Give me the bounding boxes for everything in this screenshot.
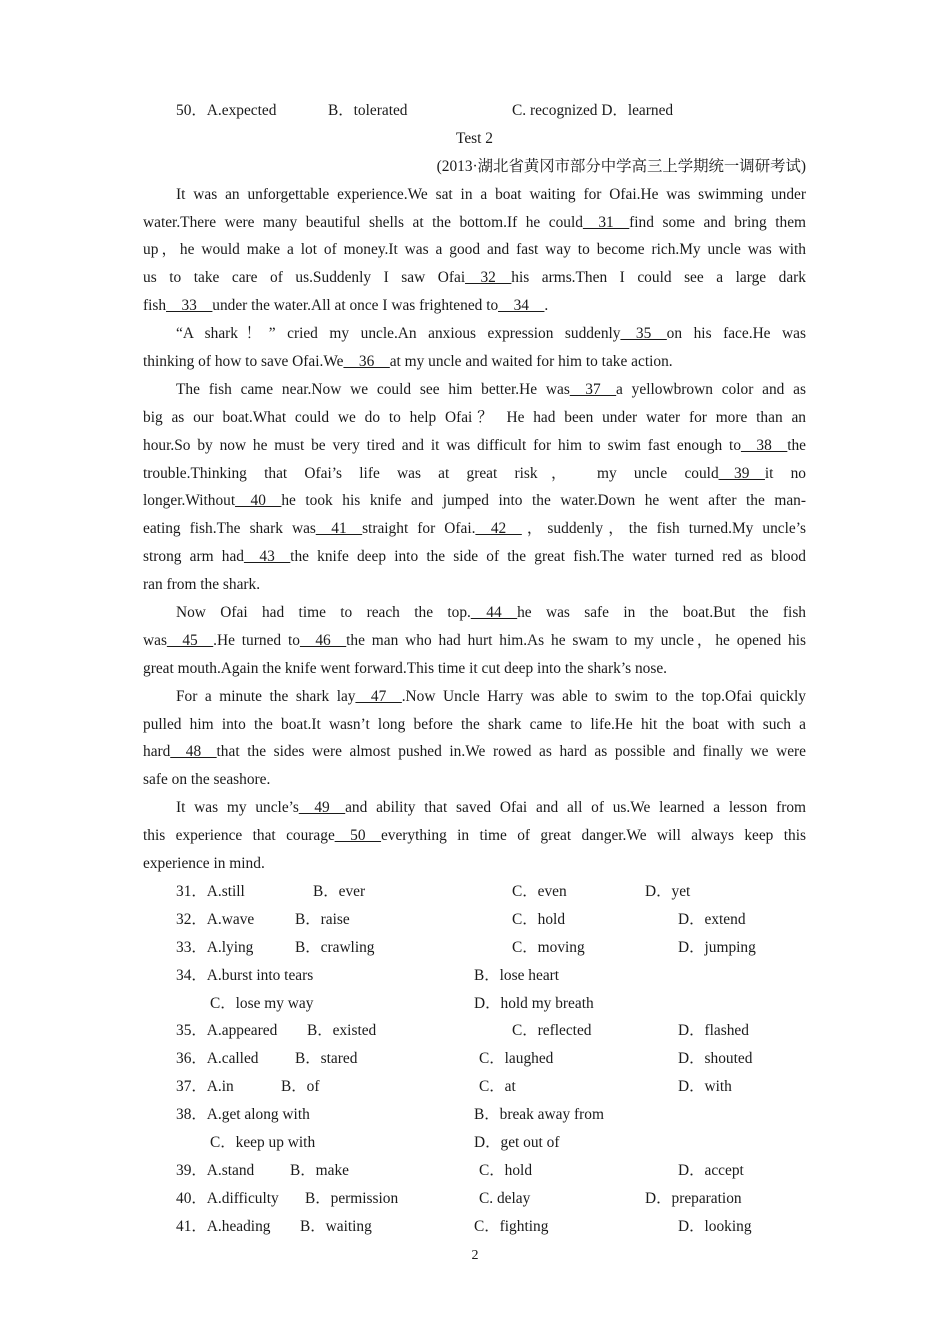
option-a: 31．A.still (176, 882, 245, 900)
blank-40: __40__ (235, 492, 282, 510)
option-a: 39．A.stand (176, 1161, 255, 1179)
text-line: eating fish.The shark was__41__straight for Ofai.__42__，suddenly，the fish turned.My uncle’s (143, 520, 806, 538)
blank-45: __45__ (166, 631, 214, 649)
option-c: C．laughed (479, 1050, 554, 1068)
question-38 (143, 1101, 806, 1129)
question-35 (143, 1017, 806, 1045)
option-c: C．hold (479, 1161, 533, 1179)
paragraph-6 (143, 794, 806, 878)
blank-39: __39__ (718, 464, 765, 482)
option-d: D．jumping (678, 938, 756, 956)
question-36 (143, 1045, 806, 1073)
option-b: B．ever (313, 882, 366, 900)
option-b: B．raise (295, 910, 350, 928)
text-line: trouble.Thinking that Ofai’s life was at great risk， my uncle could__39__it no (143, 464, 807, 482)
text-line: was__45__.He turned to__46__the man who had hurt him.As he swam to my uncle，he opened his (143, 631, 807, 649)
blank-31: __31__ (582, 213, 630, 231)
option-d: D．yet (645, 882, 691, 900)
option-d: D．looking (678, 1217, 752, 1235)
option-c: C．hold (512, 910, 566, 928)
option-a: 36．A.called (176, 1050, 259, 1068)
text-line: The fish came near.Now we could see him better.He was__37__a yellowbrown color and as (176, 380, 806, 398)
option-a: 35．A.appeared (176, 1022, 278, 1040)
option-c: C. delay (479, 1189, 531, 1207)
blank-37: __37__ (569, 380, 617, 398)
question-list (143, 878, 806, 1241)
option-d: D．shouted (678, 1050, 753, 1068)
blank-46: __46__ (299, 631, 347, 649)
question-33 (143, 934, 806, 962)
option-b: B．of (281, 1078, 320, 1096)
text-line: up，he would make a lot of money.It was a good and fast way to become rich.My uncle was with (143, 241, 806, 259)
option-cd: C. recognized D．learned (512, 102, 674, 119)
option-a: 50．A.expected (176, 102, 277, 119)
option-c: C．keep up with (210, 1133, 316, 1151)
option-d: D．hold my breath (474, 994, 594, 1012)
option-c: C．at (479, 1078, 516, 1096)
blank-35: __35__ (620, 325, 667, 343)
test-title: Test 2 (456, 129, 493, 147)
paragraph-1 (143, 181, 806, 320)
option-d: D．with (678, 1078, 732, 1096)
option-b: B．break away from (474, 1106, 604, 1124)
option-c: C．fighting (474, 1217, 549, 1235)
option-b: B．make (290, 1161, 349, 1179)
option-d: D．extend (678, 910, 746, 928)
option-a: 33．A.lying (176, 938, 254, 956)
text-line: hour.So by now he must be very tired and it was difficult for him to swim fast enough to__38__the (143, 436, 806, 454)
blank-47: __47__ (355, 687, 402, 705)
option-b: B．stared (295, 1050, 358, 1068)
blank-44: __44__ (470, 604, 518, 622)
blank-34: __34__ (498, 297, 545, 315)
option-b: B．waiting (300, 1217, 372, 1235)
text-line: this experience that courage__50__everything in time of great danger.We will always keep this (143, 827, 806, 845)
blank-32: __32__ (465, 269, 512, 287)
option-d: D．flashed (678, 1022, 749, 1040)
option-b: B．crawling (295, 938, 375, 956)
option-c: C．lose my way (210, 994, 314, 1012)
paragraph-4 (143, 599, 806, 683)
option-a: 32．A.wave (176, 910, 255, 928)
option-c: C．reflected (512, 1022, 592, 1040)
text-line: pulled him into the boat.It wasn’t long before the shark came to life.He hit the boat with such a (143, 715, 806, 733)
option-b: B．tolerated (328, 102, 408, 119)
question-39 (143, 1157, 806, 1185)
text-line: thinking of how to save Ofai.We__36__at my uncle and waited for him to take action. (143, 353, 673, 371)
text-line: ran from the shark. (143, 576, 261, 594)
blank-50: __50__ (334, 827, 381, 845)
text-line: Now Ofai had time to reach the top.__44__he was safe in the boat.But the fish (176, 604, 807, 622)
question-41 (143, 1213, 806, 1241)
text-line: us to take care of us.Suddenly I saw Ofai__32__his arms.Then I could see a large dark (143, 269, 806, 287)
question-34 (143, 962, 806, 990)
text-line: “A shark！” cried my uncle.An anxious expression suddenly__35__on his face.He was (176, 325, 806, 343)
blank-48: __48__ (170, 743, 217, 761)
option-c: C．moving (512, 938, 585, 956)
text-line: strong arm had__43__the knife deep into the side of the great fish.The water turned red as blood (143, 548, 806, 566)
blank-36: __36__ (343, 353, 390, 371)
test-source: (2013·湖北省黄冈市部分中学高三上学期统一调研考试) (436, 157, 806, 175)
question-50-options (143, 97, 806, 125)
option-b: B．existed (307, 1022, 377, 1040)
blank-33: __33__ (166, 297, 213, 315)
option-d: D．preparation (645, 1189, 742, 1207)
blank-49: __49__ (298, 799, 346, 817)
text-line: big as our boat.What could we do to help Ofai？ He had been under water for more than an (143, 408, 806, 426)
text-line: experience in mind. (143, 855, 265, 873)
question-38-cont (143, 1129, 806, 1157)
option-b: B．permission (305, 1189, 399, 1207)
question-34-cont (143, 990, 806, 1018)
blank-43: __43__ (244, 548, 291, 566)
option-a: 40．A.difficulty (176, 1189, 279, 1207)
paragraph-2 (143, 320, 806, 376)
question-40 (143, 1185, 806, 1213)
option-a: 37．A.in (176, 1078, 234, 1096)
blank-38: __38__ (741, 436, 788, 454)
text-line: It was my uncle’s__49__and ability that saved Ofai and all of us.We learned a lesson from (176, 799, 806, 817)
blank-41: __41__ (315, 520, 363, 538)
question-37 (143, 1073, 806, 1101)
text-line: longer.Without__40__he took his knife and jumped into the water.Down he went after the man- (143, 492, 806, 510)
question-31 (143, 878, 806, 906)
document-page (143, 97, 806, 1241)
text-line: It was an unforgettable experience.We sat in a boat waiting for Ofai.He was swimming under (176, 185, 806, 203)
option-a: 41．A.heading (176, 1217, 271, 1235)
text-line: hard__48__that the sides were almost pushed in.We rowed as hard as possible and finally we were (143, 743, 806, 761)
option-a: 34．A.burst into tears (176, 966, 314, 984)
text-line: great mouth.Again the knife went forward.This time it cut deep into the shark’s nose. (143, 659, 668, 677)
blank-42: __42__ (475, 520, 522, 538)
option-a: 38．A.get along with (176, 1106, 310, 1124)
text-line: For a minute the shark lay__47__.Now Uncle Harry was able to swim to the top.Ofai quickly (176, 687, 806, 705)
option-b: B．lose heart (474, 966, 560, 984)
page-number: 2 (471, 1248, 479, 1263)
paragraph-5 (143, 683, 806, 795)
question-32 (143, 906, 806, 934)
option-c: C．even (512, 882, 567, 900)
text-line: safe on the seashore. (143, 771, 271, 789)
paragraph-3 (143, 376, 806, 599)
option-d: D．get out of (474, 1133, 560, 1151)
option-d: D．accept (678, 1161, 744, 1179)
text-line: water.There were many beautiful shells at the bottom.If he could__31__find some and bring them (143, 213, 806, 231)
text-line: fish__33__under the water.All at once I was frightened to__34__. (143, 297, 549, 315)
